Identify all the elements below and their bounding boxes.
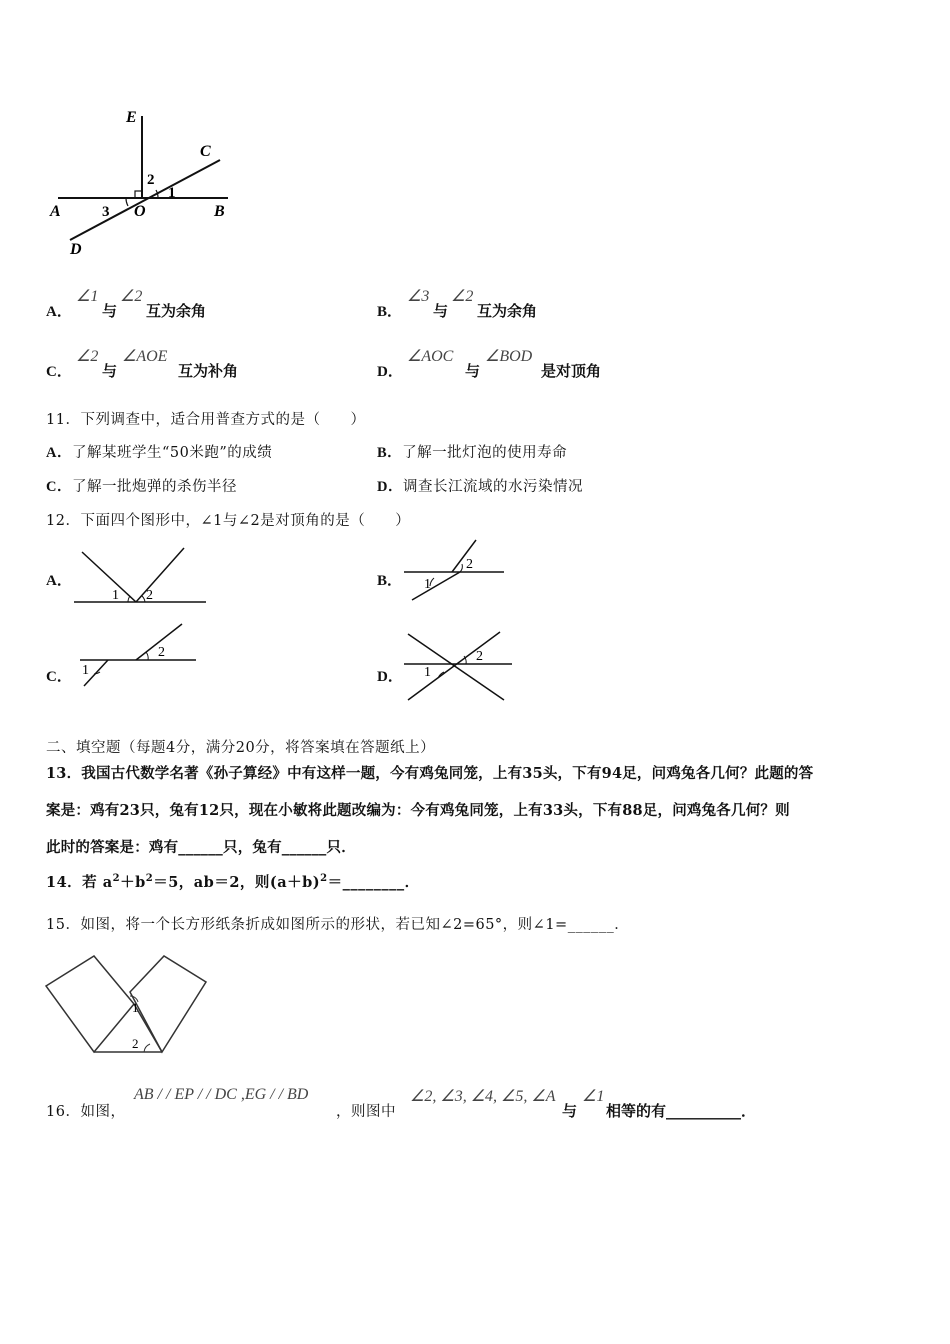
label-angle1: 1	[168, 185, 176, 201]
q12-option-b-letter[interactable]: B．	[377, 573, 403, 589]
q12-stem: 12．下面四个图形中，∠1与∠2是对顶角的是（ ）	[46, 513, 411, 529]
label-angle3: 3	[102, 204, 110, 220]
label-angle2: 2	[147, 172, 155, 188]
q15-stem: 15．如图，将一个长方形纸条折成如图所示的形状，若已知∠2=65°，则∠1=______．	[46, 917, 630, 933]
label-e: E	[126, 109, 137, 126]
option-text: 了解一批灯泡的使用寿命	[402, 445, 568, 461]
svg-text:1: 1	[424, 577, 431, 592]
svg-text:1: 1	[112, 588, 119, 603]
svg-text:1: 1	[132, 1000, 139, 1015]
option-text: 是对顶角	[541, 362, 602, 380]
option-math: ∠AOC	[407, 348, 454, 365]
q15-figure	[44, 952, 209, 1054]
q11-option-b[interactable]	[377, 441, 567, 462]
q12-figure-c[interactable]	[70, 620, 200, 690]
q12-figure-a[interactable]	[70, 540, 210, 610]
q11-option-a[interactable]	[46, 441, 272, 462]
section-heading: 二、填空题（每题4分，满分20分，将答案填在答题纸上）	[46, 740, 436, 756]
option-connector: 与	[102, 302, 118, 320]
option-text: 互为余角	[146, 302, 207, 320]
option-letter: B．	[377, 445, 403, 461]
option-connector: 与	[465, 362, 481, 380]
label-b: B	[214, 203, 225, 220]
q13-line3: 此时的答案是：鸡有______只，兔有______只．	[46, 839, 356, 856]
option-letter: D．	[377, 479, 403, 495]
q11-option-d[interactable]	[377, 475, 583, 496]
q11-stem: 11．下列调查中，适合用普查方式的是（ ）	[46, 412, 366, 428]
option-connector: 与	[433, 302, 449, 320]
q11-option-c[interactable]	[46, 475, 237, 496]
svg-text:2: 2	[146, 588, 153, 603]
q12-figure-d[interactable]	[400, 628, 520, 704]
option-letter: B．	[377, 304, 403, 320]
option-math: ∠AOE	[122, 348, 168, 365]
q16-stem: 16．如图， AB / / EP / / DC ,EG / / BD ，则图中 ∠2, ∠3, ∠4, ∠5, ∠A 与 ∠1 相等的有__________．	[46, 1086, 757, 1120]
option-text: 互为余角	[477, 302, 538, 320]
svg-text:2: 2	[466, 557, 473, 572]
label-o: O	[134, 203, 146, 220]
q10-figure	[40, 100, 240, 260]
option-text: 互为补角	[178, 362, 239, 380]
q13-line1: 13．我国古代数学名著《孙子算经》中有这样一题，今有鸡兔同笼，上有35头，下有94足，问鸡兔各几何？此题的答	[46, 765, 814, 782]
option-letter: C．	[46, 364, 72, 380]
q14-stem: 14．若 $a^2+b^2=5$，ab＝2，则$(a+b)^2=\_\_\_\_\_\_\_\_$．	[46, 873, 420, 891]
option-letter: A．	[46, 445, 72, 461]
q12-option-c-letter[interactable]: C．	[46, 669, 72, 685]
q12-option-a-letter[interactable]: A．	[46, 573, 72, 589]
svg-text:2: 2	[158, 645, 165, 660]
option-math: ∠2	[120, 288, 143, 305]
angle3-arc	[126, 198, 128, 206]
q13-line2: 案是：鸡有23只，兔有12只，现在小敏将此题改编为：今有鸡兔同笼，上有33头，下有88足，问鸡兔各几何？则	[46, 802, 790, 819]
option-math: ∠2	[76, 348, 99, 365]
svg-text:1: 1	[82, 663, 89, 678]
right-angle-mark	[135, 191, 142, 198]
option-math: ∠2	[451, 288, 474, 305]
svg-text:2: 2	[132, 1036, 139, 1051]
option-connector: 与	[102, 362, 118, 380]
option-letter: A．	[46, 304, 72, 320]
option-math: ∠3	[407, 288, 430, 305]
option-text: 了解某班学生“50米跑”的成绩	[71, 445, 273, 461]
option-math: ∠BOD	[485, 348, 533, 365]
q12-option-d-letter[interactable]: D．	[377, 669, 403, 685]
line-cd	[70, 160, 220, 240]
option-letter: C．	[46, 479, 72, 495]
option-text: 了解一批炮弹的杀伤半径	[71, 479, 237, 495]
svg-text:2: 2	[476, 649, 483, 664]
label-c: C	[200, 143, 211, 160]
option-letter: D．	[377, 364, 403, 380]
q12-figure-b[interactable]	[400, 536, 510, 606]
svg-text:1: 1	[424, 665, 431, 680]
label-a: A	[50, 203, 61, 220]
option-text: 调查长江流域的水污染情况	[402, 479, 583, 495]
label-d: D	[70, 241, 82, 258]
option-math: ∠1	[76, 288, 99, 305]
